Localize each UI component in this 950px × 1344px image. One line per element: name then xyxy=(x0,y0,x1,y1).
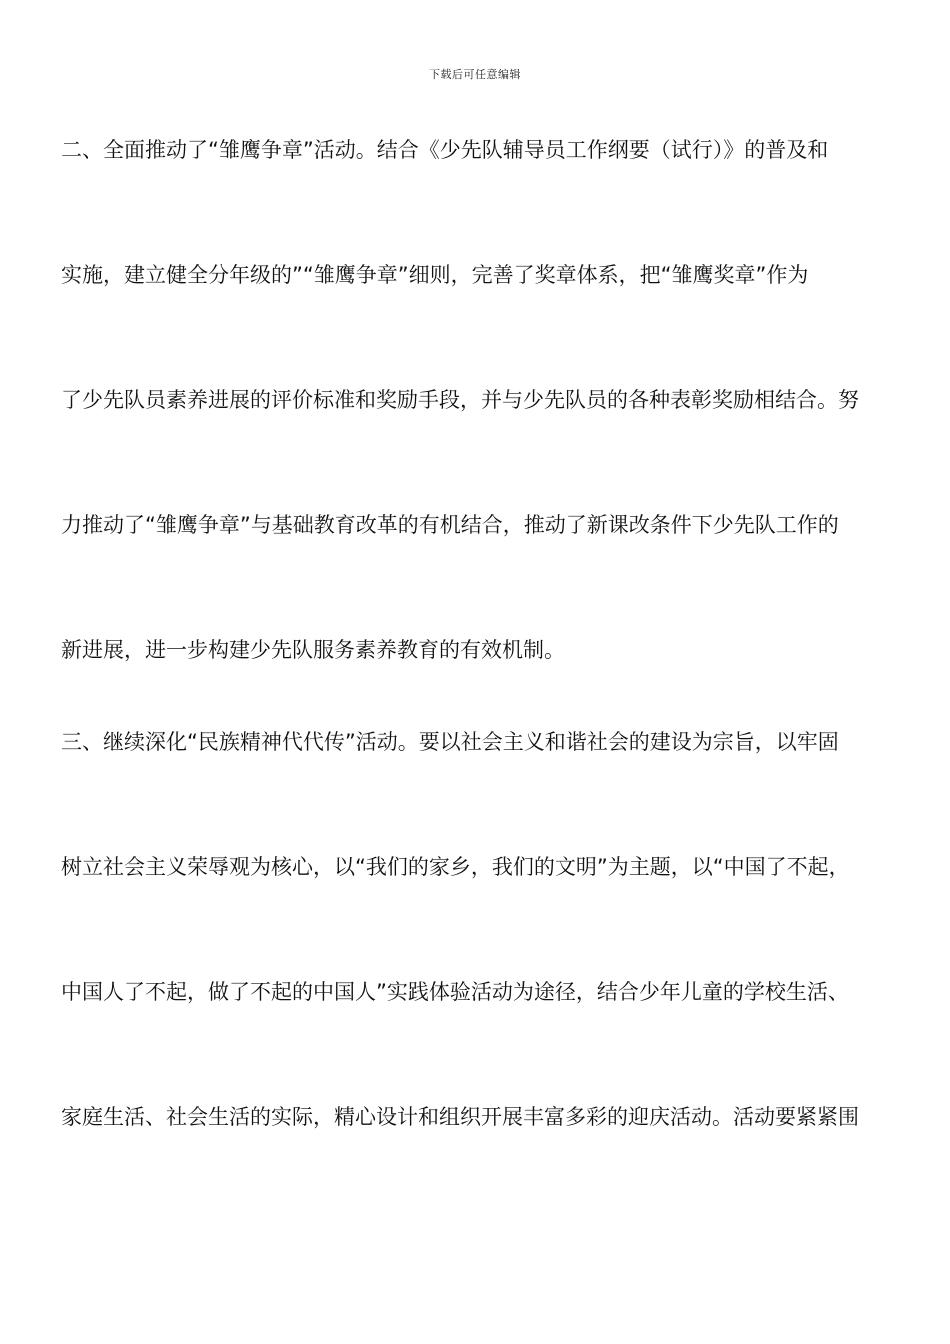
body-text-line: 新进展，进一步构建少先队服务素养教育的有效机制。 xyxy=(61,638,565,662)
body-text-line: 二、全面推动了“雏鹰争章”活动。结合《少先队辅导员工作纲要（试行）》的普及和 xyxy=(61,138,829,162)
body-text-line: 力推动了“雏鹰争章”与基础教育改革的有机结合，推动了新课改条件下少先队工作的 xyxy=(61,513,839,537)
page-header: 下载后可任意编辑 xyxy=(429,68,521,81)
body-text-line: 树立社会主义荣辱观为核心，以“我们的家乡，我们的文明”为主题，以“中国了不起， xyxy=(61,855,850,879)
body-text-line: 中国人了不起，做了不起的中国人”实践体验活动为途径，结合少年儿童的学校生活、 xyxy=(61,980,849,1004)
body-text-line: 了少先队员素养进展的评价标准和奖励手段，并与少先队员的各种表彰奖励相结合。努 xyxy=(61,388,859,412)
body-text-line: 家庭生活、社会生活的实际，精心设计和组织开展丰富多彩的迎庆活动。活动要紧紧围 xyxy=(61,1105,859,1129)
body-text-line: 三、继续深化“民族精神代代传”活动。要以社会主义和谐社会的建设为宗旨，以牢固 xyxy=(61,730,839,754)
body-text-line: 实施，建立健全分年级的”“雏鹰争章”细则，完善了奖章体系，把“雏鹰奖章”作为 xyxy=(61,263,809,287)
